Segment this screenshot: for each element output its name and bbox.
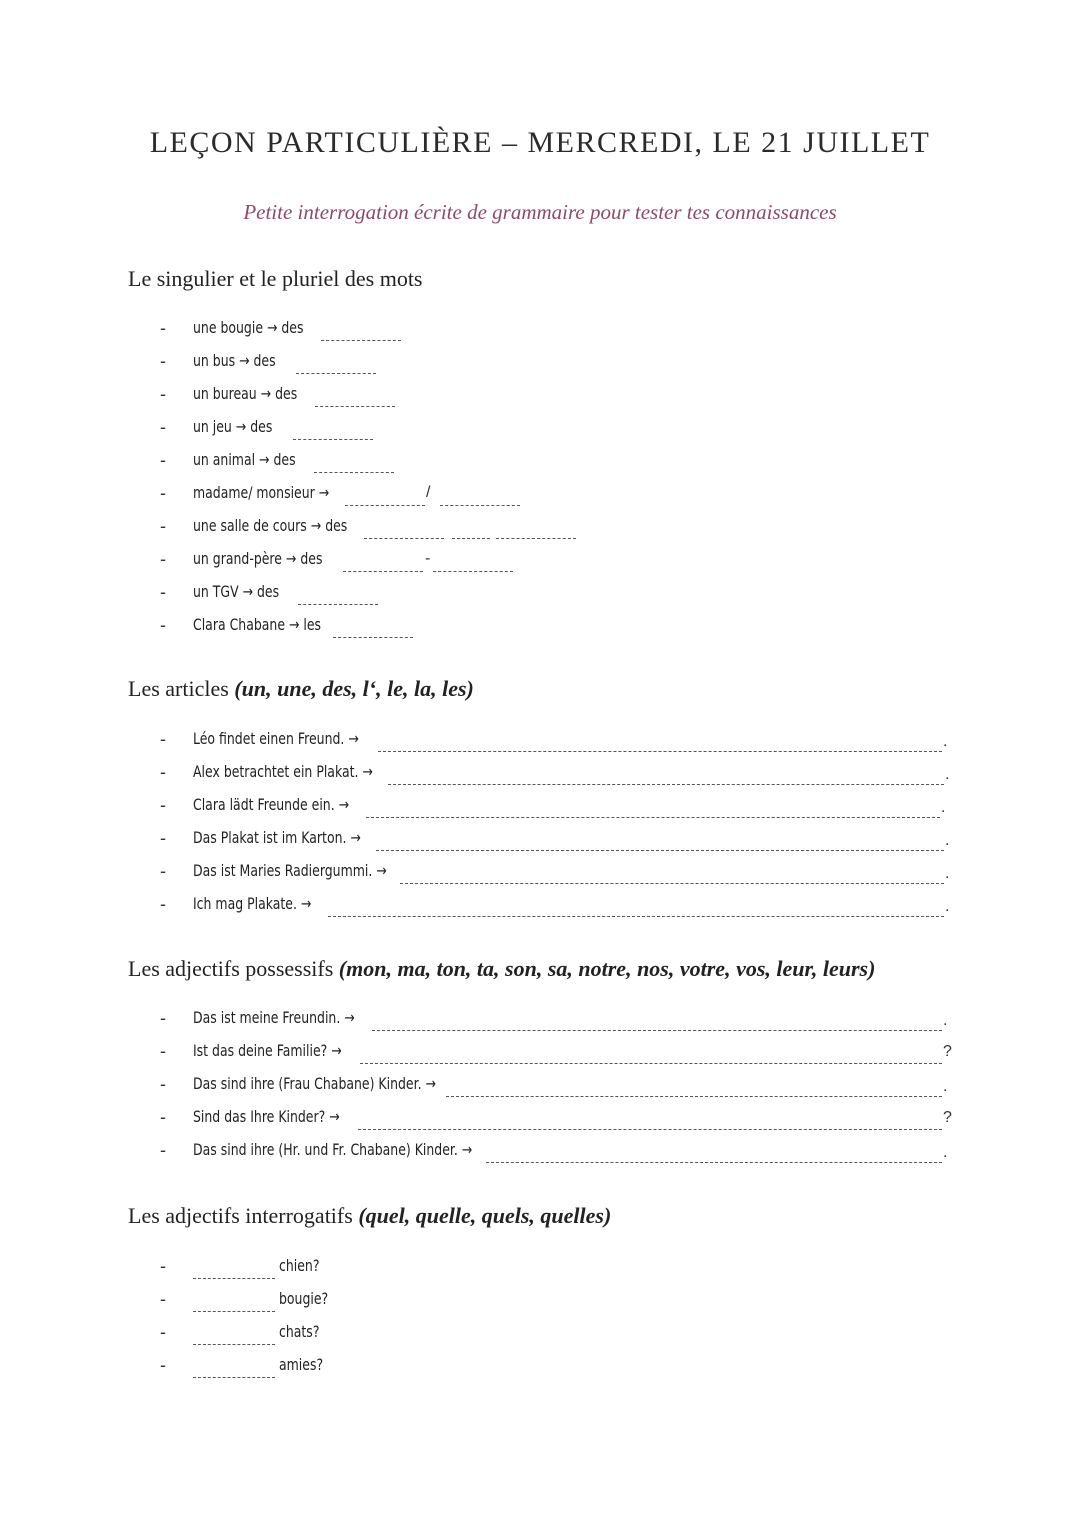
answer-line[interactable]: [388, 784, 944, 785]
separator-hyphen: -: [425, 550, 431, 567]
item-text: chien?: [279, 1256, 320, 1275]
answer-blank[interactable]: [333, 637, 413, 638]
answer-line[interactable]: [366, 817, 940, 818]
answer-line[interactable]: [328, 916, 944, 917]
answer-line[interactable]: [372, 1030, 942, 1031]
section-heading-possessives-hint: (mon, ma, ton, ta, son, sa, notre, nos, votre, vos, leur, leurs): [338, 956, 876, 981]
section-heading-plural-text: Le singulier et le pluriel des mots: [128, 266, 423, 291]
answer-line[interactable]: [376, 850, 944, 851]
item-text: une bougie → des: [193, 318, 304, 337]
answer-line[interactable]: [400, 883, 944, 884]
item-text: un grand-père → des: [193, 549, 323, 568]
answer-line[interactable]: [378, 751, 942, 752]
item-text: bougie?: [279, 1289, 329, 1308]
item-text: une salle de cours → des: [193, 516, 348, 535]
section-heading-interrogatives: [128, 1203, 611, 1229]
answer-blank[interactable]: [193, 1278, 275, 1279]
item-text: Léo findet einen Freund. →: [193, 729, 359, 748]
answer-blank[interactable]: [440, 505, 520, 506]
item-text: un bus → des: [193, 351, 276, 370]
item-text: Ich mag Plakate. →: [193, 894, 312, 913]
answer-blank[interactable]: [293, 439, 373, 440]
item-text: Sind das Ihre Kinder? →: [193, 1107, 340, 1126]
answer-line[interactable]: [486, 1162, 942, 1163]
answer-line[interactable]: [446, 1096, 942, 1097]
answer-blank[interactable]: [298, 604, 378, 605]
section-heading-interrogatives-text: Les adjectifs interrogatifs: [128, 1203, 353, 1228]
item-text: Das sind ihre (Frau Chabane) Kinder. →: [193, 1074, 436, 1093]
answer-blank[interactable]: [315, 406, 395, 407]
item-text: chats?: [279, 1322, 320, 1341]
item-text: Das sind ihre (Hr. und Fr. Chabane) Kinder. →: [193, 1140, 473, 1159]
item-text: un jeu → des: [193, 417, 273, 436]
item-text: Das ist meine Freundin. →: [193, 1008, 355, 1027]
section-heading-possessives-text: Les adjectifs possessifs: [128, 956, 334, 981]
answer-blank[interactable]: [452, 538, 490, 539]
section-heading-articles: [128, 676, 474, 702]
item-text: Das ist Maries Radiergummi. →: [193, 861, 387, 880]
answer-blank[interactable]: [343, 571, 423, 572]
answer-blank[interactable]: [433, 571, 513, 572]
page-subtitle: Petite interrogation écrite de grammaire pour tester tes connaissances: [243, 200, 837, 224]
item-text: un bureau → des: [193, 384, 298, 403]
item-text: madame/ monsieur →: [193, 483, 330, 502]
item-text: Ist das deine Familie? →: [193, 1041, 342, 1060]
answer-blank[interactable]: [193, 1311, 275, 1312]
answer-blank[interactable]: [321, 340, 401, 341]
answer-blank[interactable]: [345, 505, 425, 506]
section-heading-articles-hint: (un, une, des, l‘, le, la, les): [234, 676, 474, 701]
item-text: Das Plakat ist im Karton. →: [193, 828, 361, 847]
section-heading-interrogatives-hint: (quel, quelle, quels, quelles): [358, 1203, 612, 1228]
answer-blank[interactable]: [364, 538, 444, 539]
answer-blank[interactable]: [193, 1377, 275, 1378]
section-heading-possessives: [128, 956, 875, 982]
item-text: Clara Chabane → les: [193, 615, 322, 634]
item-text: amies?: [279, 1355, 324, 1374]
answer-blank[interactable]: [496, 538, 576, 539]
item-text: un animal → des: [193, 450, 296, 469]
answer-blank[interactable]: [193, 1344, 275, 1345]
item-text: Alex betrachtet ein Plakat. →: [193, 762, 373, 781]
section-heading-plural: [128, 266, 423, 292]
answer-line[interactable]: [358, 1129, 942, 1130]
answer-blank[interactable]: [314, 472, 394, 473]
separator-slash: /: [426, 484, 431, 501]
answer-line[interactable]: [360, 1063, 942, 1064]
item-text: un TGV → des: [193, 582, 280, 601]
item-text: Clara lädt Freunde ein. →: [193, 795, 350, 814]
section-heading-articles-text: Les articles: [128, 676, 229, 701]
page-title: LEÇON PARTICULIÈRE – MERCREDI, LE 21 JUILLET: [149, 126, 931, 159]
answer-blank[interactable]: [296, 373, 376, 374]
